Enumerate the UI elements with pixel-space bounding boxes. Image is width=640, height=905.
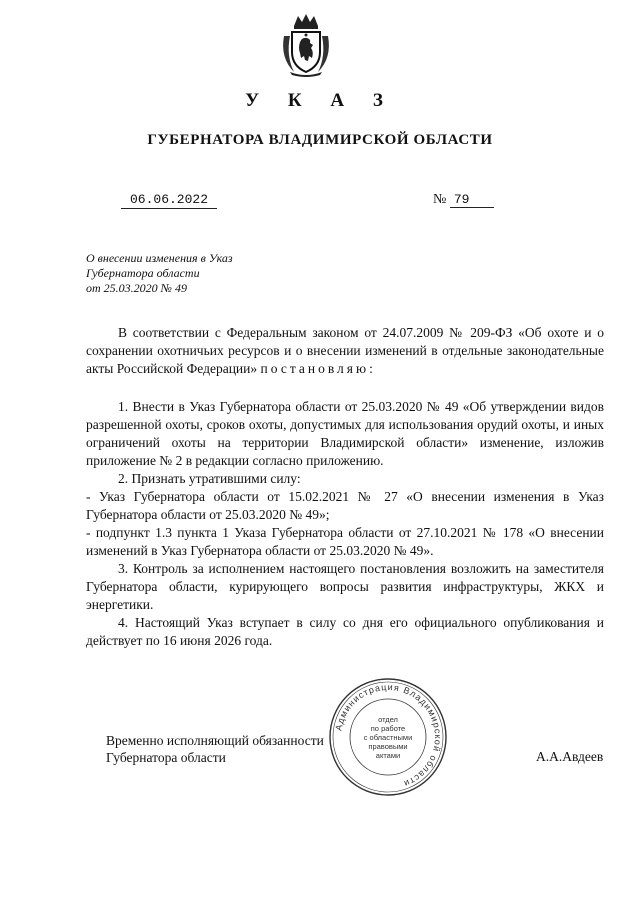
signer-name: А.А.Авдеев [536,749,604,764]
signer-position-line-1: Временно исполняющий обязанности [106,733,324,748]
seal-center-line: по работе [370,724,406,733]
subject-line-3: от 25.03.2020 № 49 [86,281,187,295]
number-value: 79 [450,192,494,208]
coat-of-arms-icon [276,12,336,78]
document-type-title: У К А З [245,90,395,111]
seal-center-line: отдел [378,715,398,724]
item-2b: - подпункт 1.3 пункта 1 Указа Губернатора области от 27.10.2021 № 178 «О внесении изменений в Указ Губернатора области от 25.03.2020 № 49». [86,525,604,558]
document-number [433,192,494,208]
number-prefix: № [433,192,447,207]
item-3: 3. Контроль за исполнением настоящего постановления возложить на заместителя Губернатора области, курирующего вопросы развития инфраструктуры, ЖКХ и энергетики. [86,561,604,612]
subject-block [86,251,233,296]
preamble-paragraph [86,324,604,378]
document-body [86,324,604,650]
item-4: 4. Настоящий Указ вступает в силу со дня его официального опубликования и действует по 16 июня 2026 года. [86,615,604,648]
signer-position [106,732,324,766]
seal-center-line: актами [375,751,401,760]
signer-position-line-2: Губернатора области [106,750,226,765]
seal-center-line: правовыми [368,742,408,751]
seal-center-line: с областными [363,733,413,742]
document-date: 06.06.2022 [121,192,217,209]
item-2: 2. Признать утратившими силу: [118,471,301,486]
subject-line-1: О внесении изменения в Указ [86,251,233,265]
official-seal [327,676,449,798]
decree-word: постановляю: [260,361,376,376]
issuer-title: ГУБЕРНАТОРА ВЛАДИМИРСКОЙ ОБЛАСТИ [147,132,493,148]
seal-ring-text: Администрация Владимирской области [333,681,444,790]
preamble-text: В соответствии с Федеральным законом от 24.07.2009 № 209-ФЗ «Об охоте и о сохранении охотничьих ресурсов и о внесении изменений в отдельные законодательные акты Российской Федерации» [86,325,604,376]
item-1: 1. Внести в Указ Губернатора области от 25.03.2020 № 49 «Об утверждении видов разрешенной охоты, сроков охоты, допустимых для использования орудий охоты, и иных ограничений охоты на территории Владимирской области» изменение, изложив приложение № 2 в редакции согласно приложению. [86,399,604,468]
subject-line-2: Губернатора области [86,266,200,280]
seal-center-text [364,715,413,760]
item-2a: - Указ Губернатора области от 15.02.2021 № 27 «О внесении изменения в Указ Губернатора области от 25.03.2020 № 49»; [86,489,604,522]
